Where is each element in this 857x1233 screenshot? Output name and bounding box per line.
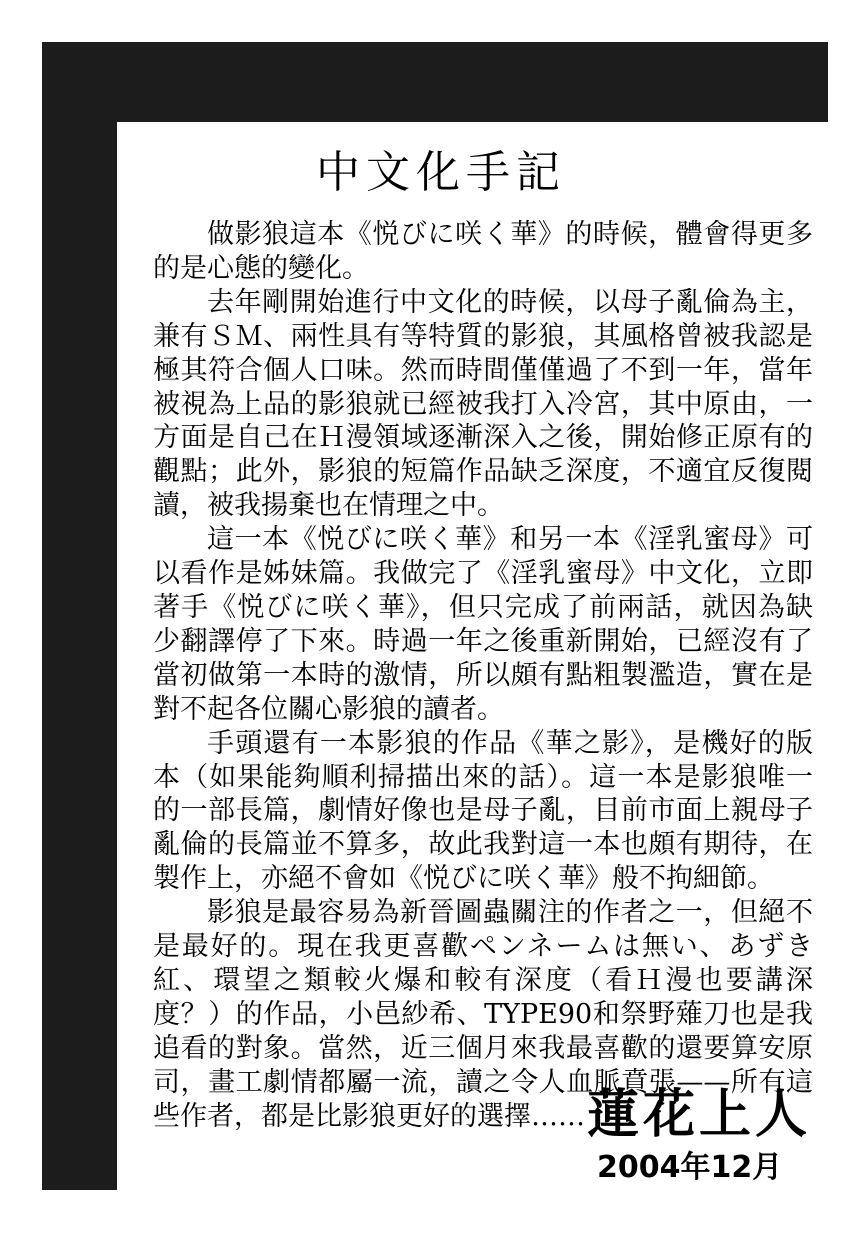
paragraph-4: 手頭還有一本影狼的作品《華之影》，是機好的版本（如果能夠順利掃描出來的話）。這一本是影狼唯一的一部長篇，劇情好像也是母子亂，目前市面上親母子亂倫的長篇並不算多，故此我對這一本也頗有期待，在製作上，亦絕不會如《悦びに咲く華》般不拘細節。 [153,727,813,895]
paragraph-2: 去年剛開始進行中文化的時候，以母子亂倫為主，兼有ＳＭ、兩性具有等特質的影狼，其風格曾被我認是極其符合個人口味。然而時間僅僅過了不到一年，當年被視為上品的影狼就已經被我打入冷宮，其中原由，一方面是自己在Ｈ漫領域逐漸深入之後，開始修正原有的觀點；此外，影狼的短篇作品缺乏深度，不適宜反復閱讀，被我揚棄也在情理之中。 [153,286,813,522]
page-title: 中文化手記 [316,147,566,198]
author-signature: 蓮花上人 [587,1085,812,1145]
paragraph-1: 做影狼這本《悦びに咲く華》的時候，體會得更多的是心態的變化。 [153,219,813,284]
body-text [153,218,813,1133]
text-sheet [117,122,835,1196]
signature-date: 2004年12月 [597,1150,783,1185]
page-frame [42,42,828,1190]
paragraph-3: 這一本《悦びに咲く華》和另一本《淫乳蜜母》可以看作是姊妹篇。我做完了《淫乳蜜母》中文化，立即著手《悦びに咲く華》，但只完成了前兩話，就因為缺少翻譯停了下來。時過一年之後重新開始，已經沒有了當初做第一本時的激情，所以頗有點粗製濫造，實在是對不起各位關心影狼的讀者。 [153,524,813,725]
paragraph-5: 影狼是最容易為新晉圖蟲關注的作者之一，但絕不是最好的。現在我更喜歡ペンネームは無い、あずき紅、環望之類較火爆和較有深度（看Ｈ漫也要講深度？）的作品，小邑紗希、TYPE90和祭野薙刀也是我追看的對象。當然，近三個月來我最喜歡的還要算安原司，畫工劇情都屬一流，讀之令人血脈賁張——所有這些作者，都是比影狼更好的選擇…… [153,897,813,1132]
